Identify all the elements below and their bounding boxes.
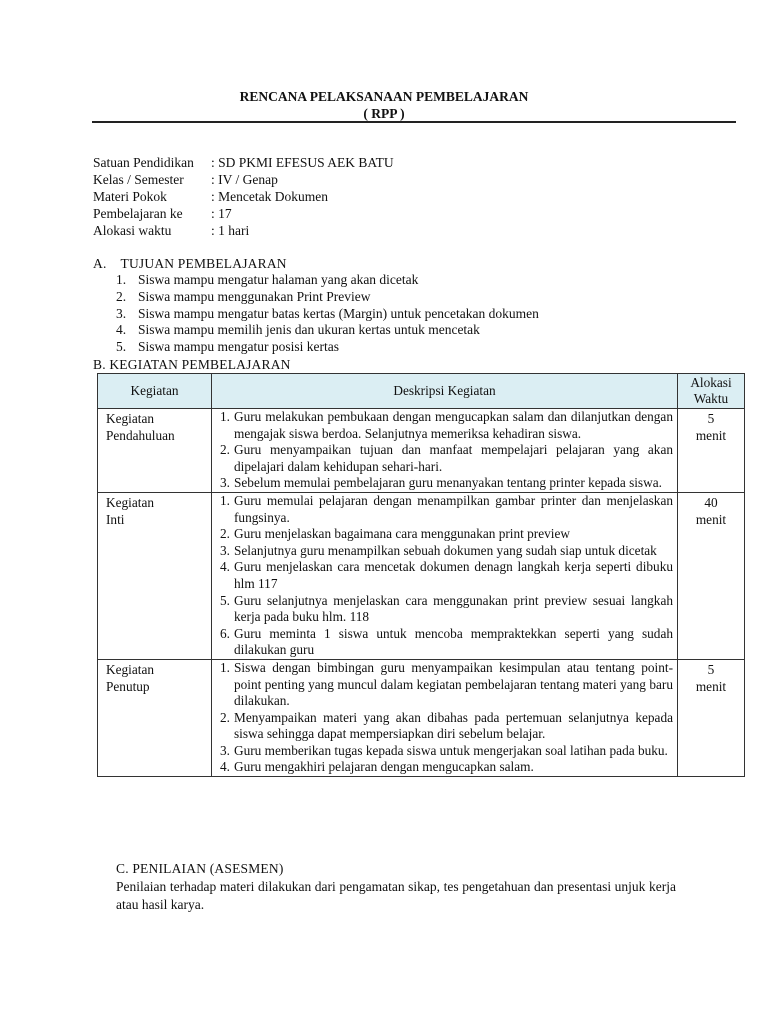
info-label: Kelas / Semester [93,172,184,187]
info-label: Materi Pokok [93,189,167,204]
phase-cell: Kegiatan Inti [98,492,212,659]
info-value: : 1 hari [211,223,250,238]
info-value: : SD PKMI EFESUS AEK BATU [211,155,394,170]
header-alokasi: Alokasi Waktu [678,374,745,409]
title-divider [92,121,736,123]
table-row [98,659,745,776]
section-a-heading [93,255,287,272]
info-row [93,154,394,171]
section-b-heading: B. KEGIATAN PEMBELAJARAN [93,357,291,372]
assessment-text: Penilaian terhadap materi dilakukan dari pengamatan sikap, tes pengetahuan dan presentasi unjuk kerja atau hasil karya. [116,879,676,912]
info-label: Satuan Pendidikan [93,155,194,170]
info-row [93,205,394,222]
header-deskripsi: Deskripsi Kegiatan [212,374,678,409]
list-item: 2. Siswa mampu menggunakan Print Preview [116,288,371,304]
list-item: 3. Siswa mampu mengatur batas kertas (Margin) untuk pencetakan dokumen [116,305,539,321]
description-cell [212,492,678,659]
description-cell [212,409,678,493]
section-a-letter: A. [93,256,107,271]
table-header-row [98,374,745,409]
list-item: 1. Guru memulai pelajaran dengan menampilkan gambar printer dan menjelaskan fungsinya. [220,492,673,525]
info-value: : Mencetak Dokumen [211,189,328,204]
header-kegiatan: Kegiatan [98,374,212,409]
allocation-cell: 40 menit [678,492,745,659]
objectives-list [116,272,539,356]
list-item: 5. Guru selanjutnya menjelaskan cara menggunakan print preview sesuai langkah kerja pada buku hlm. 118 [220,592,673,625]
list-item: 3. Sebelum memulai pembelajaran guru menanyakan tentang printer kepada siswa. [220,475,662,491]
allocation-cell: 5 menit [678,659,745,776]
section-a-title: TUJUAN PEMBELAJARAN [120,256,287,271]
identity-block [93,154,394,239]
list-item: 1. Siswa dengan bimbingan guru menyampaikan kesimpulan atau tentang point-point penting yang muncul dalam kegiatan pembelajaran tentang materi yang baru dilakukan. [220,659,673,709]
info-value: : 17 [211,206,232,221]
list-item: 3. Selanjutnya guru menampilkan sebuah dokumen yang sudah siap untuk dicetak [220,542,657,558]
info-label: Alokasi waktu [93,223,172,238]
info-label: Pembelajaran ke [93,206,183,221]
info-row [93,188,394,205]
allocation-cell: 5 menit [678,409,745,493]
list-item: 4. Siswa mampu memilih jenis dan ukuran kertas untuk mencetak [116,322,480,338]
phase-cell: Kegiatan Pendahuluan [98,409,212,493]
document-title [0,88,768,122]
list-item: 1. Guru melakukan pembukaan dengan mengucapkan salam dan dilanjutkan dengan mengajak siswa berdoa. Selanjutnya memeriksa kehadiran siswa. [220,409,673,441]
list-item: 1. Siswa mampu mengatur halaman yang akan dicetak [116,272,419,287]
list-item: 6. Guru meminta 1 siswa untuk mencoba mempraktekkan seperti yang sudah dilakukan guru [220,625,673,658]
list-item: 3. Guru memberikan tugas kepada siswa untuk mengerjakan soal latihan pada buku. [220,742,668,758]
list-item: 2. Menyampaikan materi yang akan dibahas pada pertemuan selanjutnya kepada siswa sehingga dapat mempersiapkan diri sebelum belajar. [220,709,673,742]
activities-table [97,373,745,777]
list-item: 2. Guru menyampaikan tujuan dan manfaat mempelajari pelajaran yang akan dipelajari dalam kehidupan sehari-hari. [220,442,673,474]
table-row [98,492,745,659]
list-item: 5. Siswa mampu mengatur posisi kertas [116,339,339,355]
info-row [93,222,394,239]
list-item: 2. Guru menjelaskan bagaimana cara menggunakan print preview [220,526,570,542]
list-item: 4. Guru menjelaskan cara mencetak dokumen denagn langkah kerja seperti dibuku hlm 117 [220,559,673,591]
info-value: : IV / Genap [211,172,278,187]
list-item: 4. Guru mengakhiri pelajaran dengan mengucapkan salam. [220,759,534,775]
section-c-heading: C. PENILAIAN (ASESMEN) [116,861,284,876]
title-line-1: RENCANA PELAKSANAAN PEMBELAJARAN [239,89,529,104]
table-row [98,409,745,493]
title-line-2: ( RPP ) [363,106,405,121]
phase-cell: Kegiatan Penutup [98,659,212,776]
info-row [93,171,394,188]
description-cell [212,659,678,776]
